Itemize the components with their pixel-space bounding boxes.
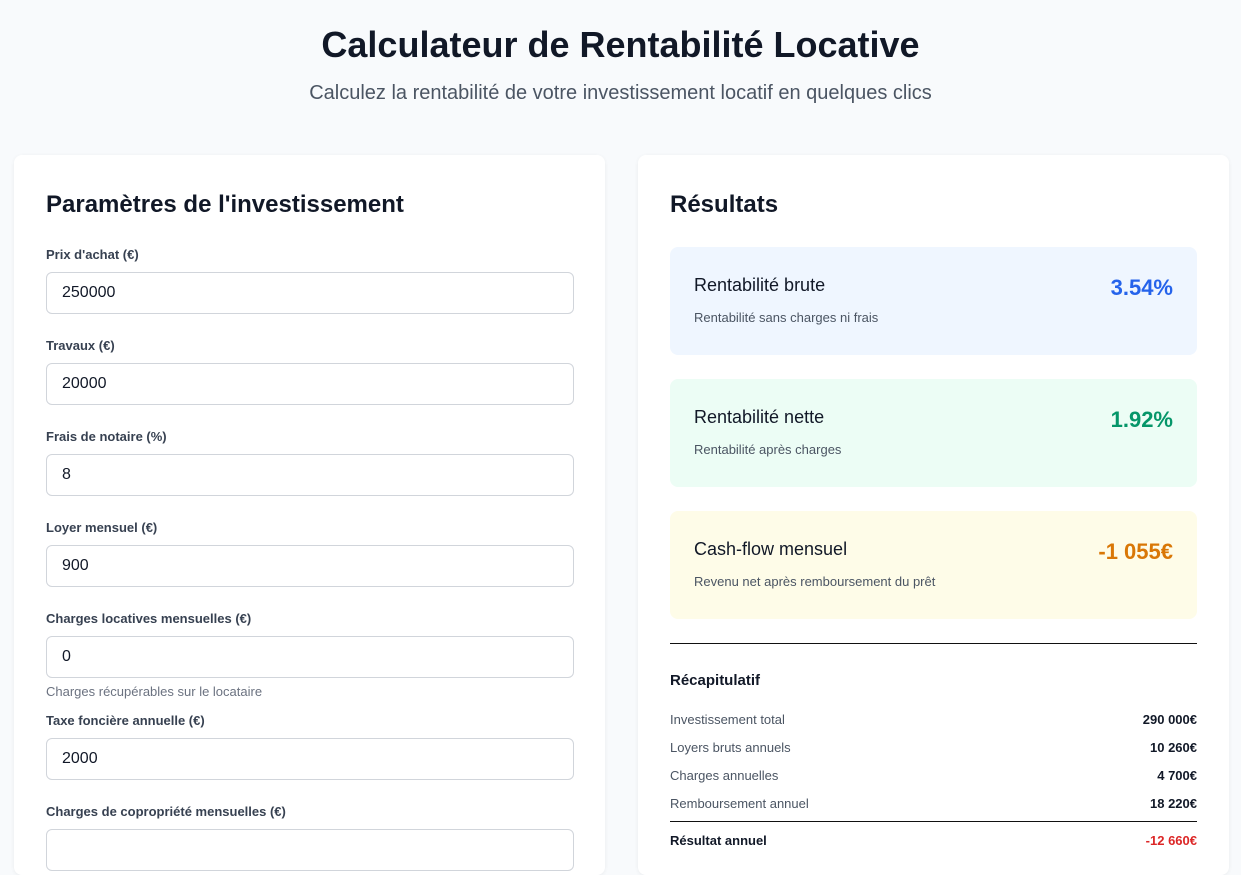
recap-row — [670, 733, 1197, 761]
gross-yield-card — [670, 247, 1197, 355]
field-label: Loyer mensuel (€) — [46, 520, 158, 535]
field-label: Charges de copropriété mensuelles (€) — [46, 804, 286, 819]
field-label: Charges locatives mensuelles (€) — [46, 611, 252, 626]
field-property-tax — [46, 713, 573, 780]
recap-label: Investissement total — [670, 711, 785, 727]
divider — [670, 643, 1197, 644]
recap-value: 18 220€ — [1150, 795, 1197, 811]
field-rental-charges — [46, 611, 573, 699]
result-value: -1 055€ — [1098, 539, 1173, 564]
page-title: Calculateur de Rentabilité Locative — [321, 24, 920, 65]
results-card — [638, 155, 1229, 875]
recap-title: Récapitulatif — [670, 672, 761, 689]
recap-row — [670, 761, 1197, 789]
rental-charges-input[interactable] — [46, 636, 574, 678]
field-hint: Charges récupérables sur le locataire — [46, 684, 263, 699]
result-title: Rentabilité brute — [694, 275, 826, 295]
recap-total-value: -12 660€ — [1145, 833, 1197, 848]
property-tax-input[interactable] — [46, 738, 574, 780]
recap-label: Charges annuelles — [670, 767, 779, 783]
field-label: Frais de notaire (%) — [46, 429, 167, 444]
recap-label: Loyers bruts annuels — [670, 739, 791, 755]
results-title: Résultats — [670, 191, 779, 218]
recap-value: 10 260€ — [1150, 739, 1197, 755]
parameters-card — [14, 155, 605, 875]
recap-row — [670, 789, 1197, 817]
net-yield-card — [670, 379, 1197, 487]
notary-fees-input[interactable] — [46, 454, 574, 496]
recap-row — [670, 705, 1197, 733]
result-value: 1.92% — [1110, 407, 1173, 432]
cashflow-card — [670, 511, 1197, 619]
result-title: Cash-flow mensuel — [694, 539, 848, 559]
condo-charges-input[interactable] — [46, 829, 574, 871]
recap-section — [670, 672, 1197, 859]
field-purchase-price — [46, 247, 573, 314]
field-label: Prix d'achat (€) — [46, 247, 139, 262]
works-input[interactable] — [46, 363, 574, 405]
page-subtitle: Calculez la rentabilité de votre investissement locatif en quelques clics — [309, 82, 932, 104]
parameters-title: Paramètres de l'investissement — [46, 191, 404, 218]
field-label: Travaux (€) — [46, 338, 115, 353]
recap-label: Remboursement annuel — [670, 795, 809, 811]
purchase-price-input[interactable] — [46, 272, 574, 314]
result-value: 3.54% — [1110, 275, 1173, 300]
monthly-rent-input[interactable] — [46, 545, 574, 587]
result-desc: Rentabilité après charges — [694, 442, 842, 457]
page-header — [0, 0, 1241, 105]
field-notary-fees — [46, 429, 573, 496]
recap-total-row — [670, 821, 1197, 859]
recap-total-label: Résultat annuel — [670, 833, 767, 848]
result-desc: Rentabilité sans charges ni frais — [694, 310, 879, 325]
field-monthly-rent — [46, 520, 573, 587]
result-desc: Revenu net après remboursement du prêt — [694, 574, 936, 589]
field-works — [46, 338, 573, 405]
result-title: Rentabilité nette — [694, 407, 825, 427]
field-label: Taxe foncière annuelle (€) — [46, 713, 205, 728]
recap-value: 290 000€ — [1142, 711, 1197, 727]
field-condo-charges — [46, 804, 573, 871]
recap-value: 4 700€ — [1157, 767, 1197, 783]
